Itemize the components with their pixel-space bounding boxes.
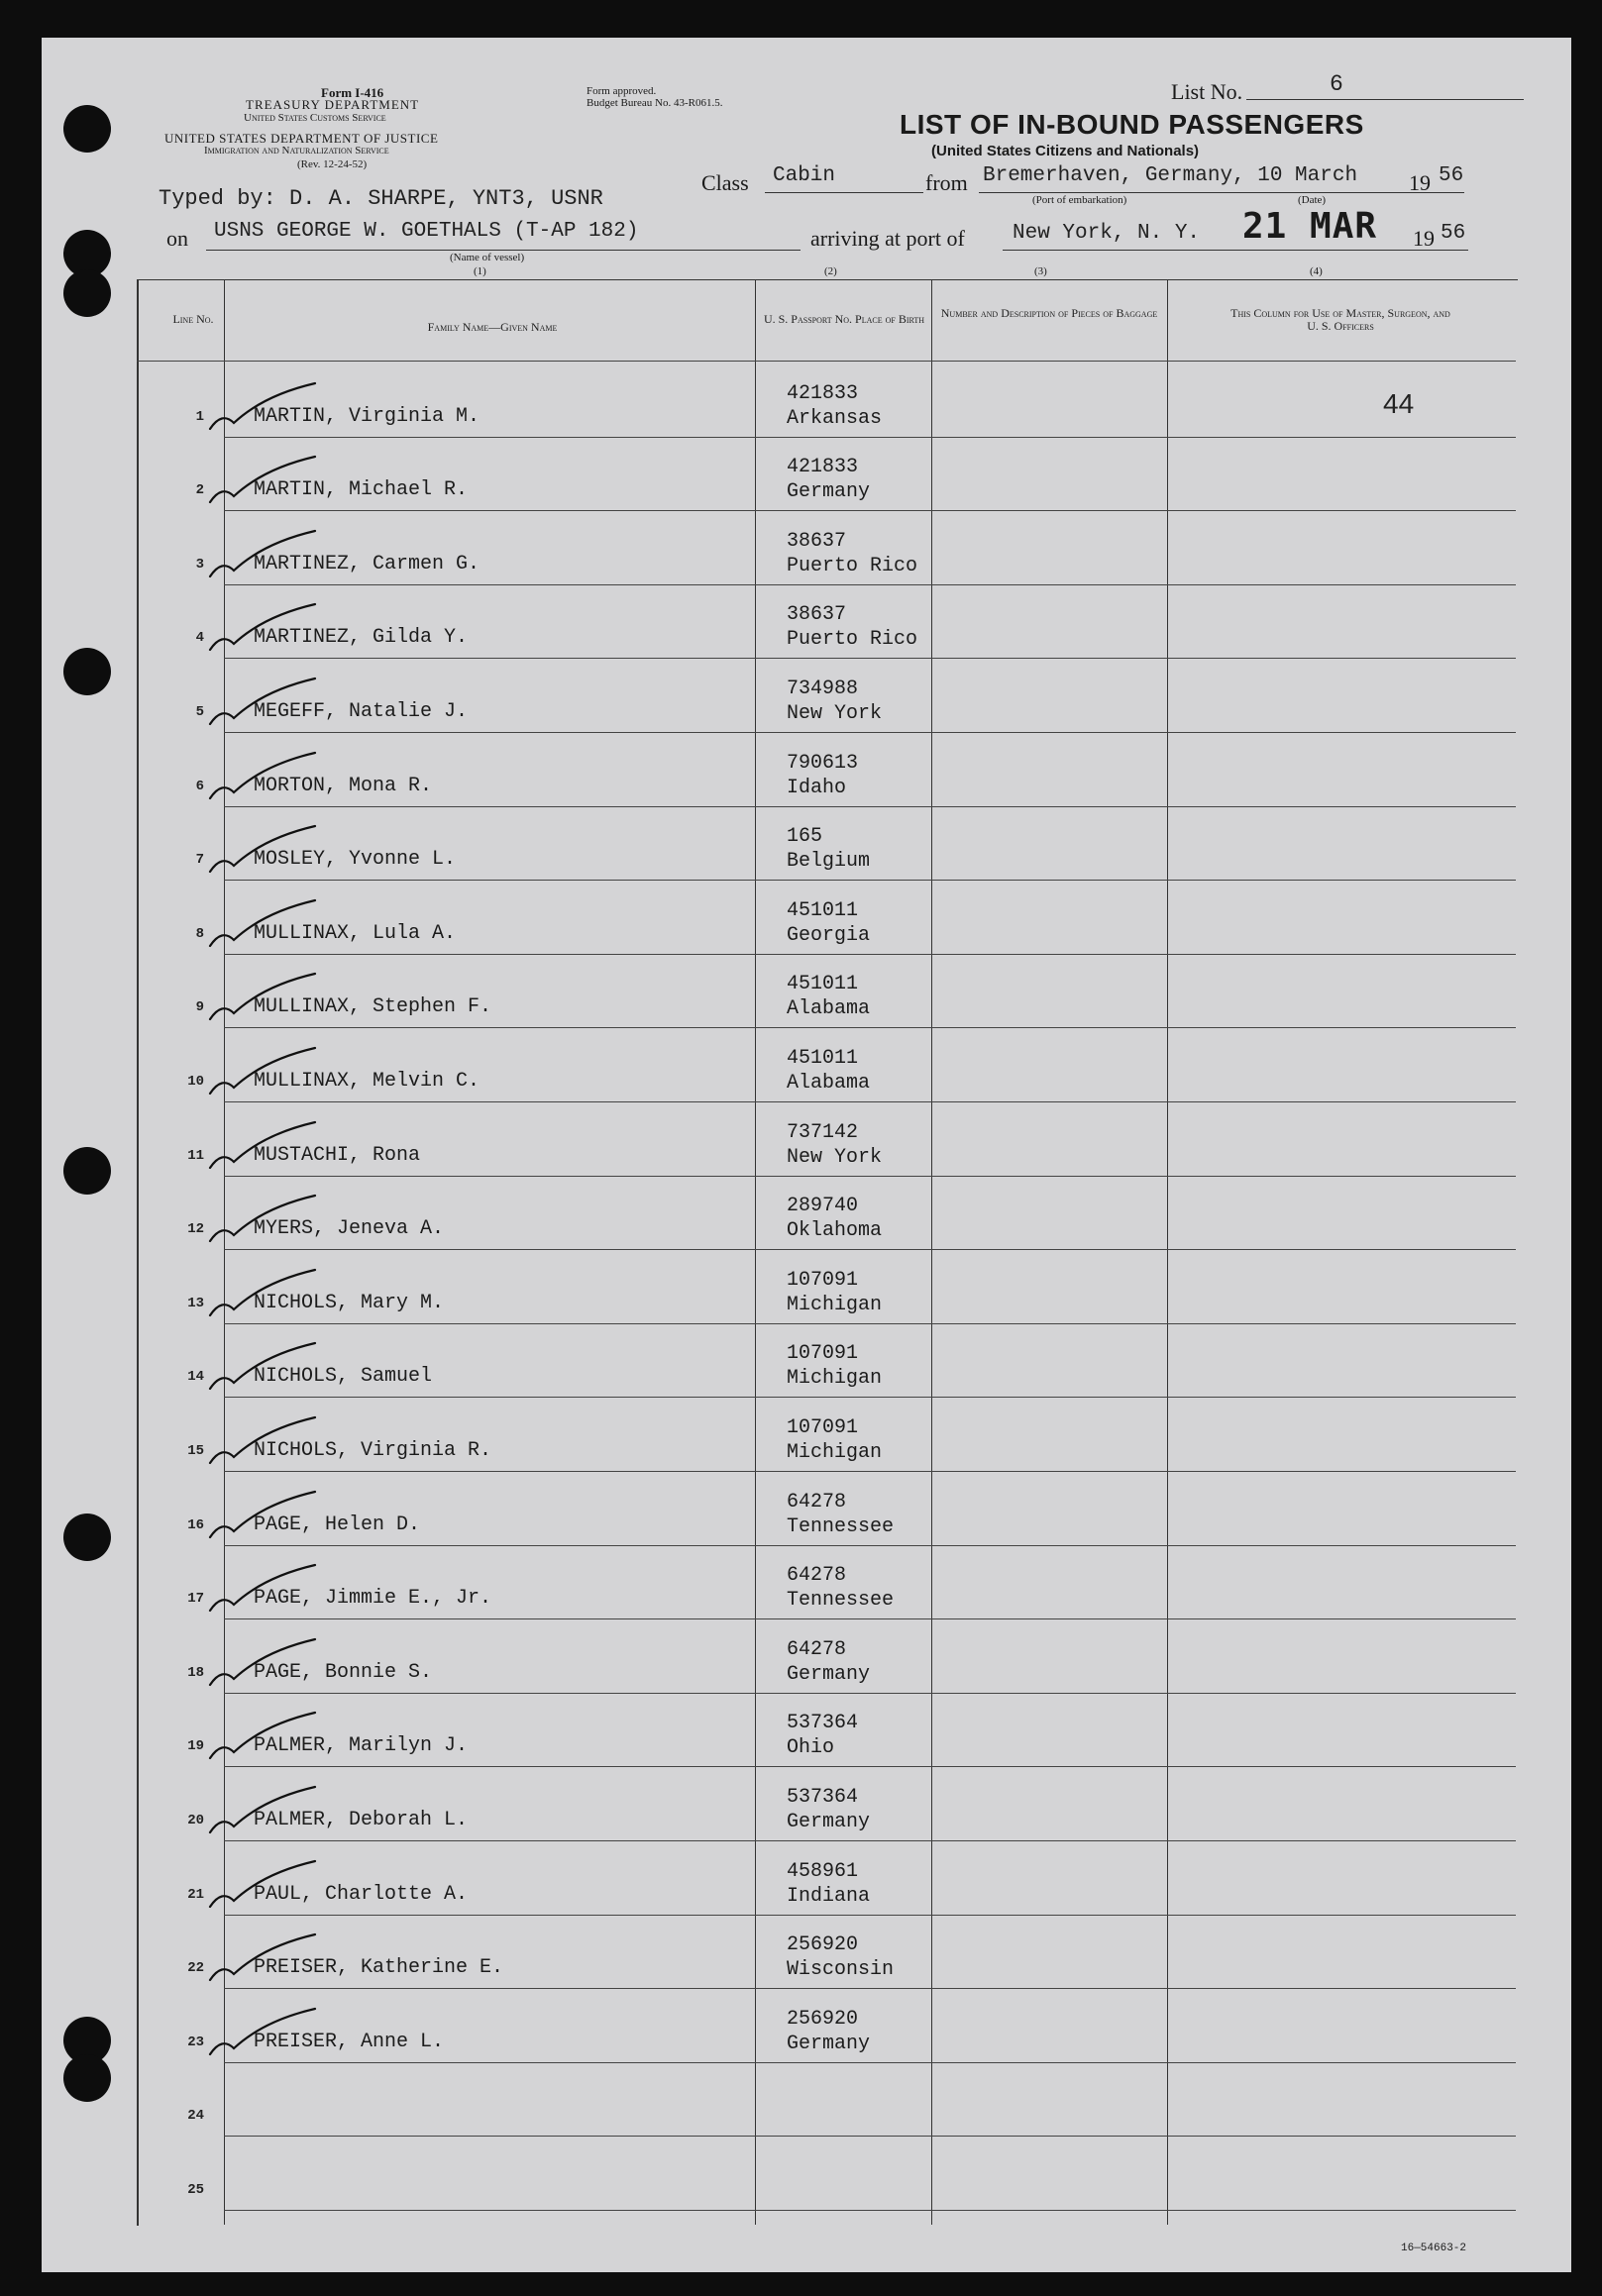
row-line-number: 9: [195, 999, 204, 1016]
passenger-name: PAUL, Charlotte A.: [254, 1882, 469, 1906]
passenger-name: PAGE, Helen D.: [254, 1513, 421, 1536]
passport-number: 451011: [787, 898, 859, 922]
row-line-number: 14: [187, 1369, 204, 1386]
row-rule: [224, 437, 1516, 438]
row-rule: [224, 1915, 1516, 1916]
checkmark-icon: [204, 1411, 323, 1471]
row-rule: [224, 510, 1516, 511]
class-label: Class: [701, 170, 749, 195]
passport-number: 64278: [787, 1637, 847, 1661]
row-rule: [224, 1471, 1516, 1472]
passport-cell: [787, 1415, 882, 1465]
passport-number: 165: [787, 825, 823, 849]
document-subtitle: (United States Citizens and Nationals): [931, 143, 1200, 159]
col-head-line-no: Line No.: [172, 312, 214, 326]
passport-number: 64278: [787, 1564, 847, 1588]
passport-number: 289740: [787, 1195, 859, 1218]
checkmark-icon: [204, 2003, 323, 2062]
passport-number: 107091: [787, 1342, 859, 1366]
row-rule: [224, 1249, 1516, 1250]
checkmark-icon: [204, 820, 323, 880]
row-line-number: 24: [187, 2108, 204, 2125]
form-revision: (Rev. 12-24-52): [297, 158, 368, 170]
passenger-name: MULLINAX, Melvin C.: [254, 1070, 481, 1093]
row-rule: [224, 1323, 1516, 1324]
arrival-year-prefix: 19: [1413, 226, 1435, 251]
passport-cell: [787, 529, 917, 578]
row-rule: [224, 1027, 1516, 1028]
row-rule: [224, 584, 1516, 585]
row-line-number: 6: [195, 778, 204, 794]
row-rule: [224, 1840, 1516, 1841]
passport-cell: [787, 1120, 882, 1170]
passport-cell: [787, 677, 882, 726]
passport-cell: [787, 1046, 870, 1096]
row-rule: [224, 954, 1516, 955]
passenger-name: MUSTACHI, Rona: [254, 1143, 421, 1167]
passenger-name: PAGE, Bonnie S.: [254, 1660, 433, 1684]
passport-number: 38637: [787, 603, 847, 627]
row-rule: [224, 2062, 1516, 2063]
passport-cell: [787, 602, 917, 652]
col-head-baggage: Number and Description of Pieces of Baggage: [940, 306, 1158, 320]
passport-cell: [787, 1268, 882, 1317]
checkmark-icon: [204, 1190, 323, 1249]
row-rule: [224, 1545, 1516, 1546]
passport-cell: [787, 1932, 894, 1982]
col-4-caption: (4): [1310, 265, 1323, 277]
punch-hole: [63, 1147, 111, 1195]
class-value: Cabin: [773, 164, 836, 187]
row-line-number: 10: [187, 1074, 204, 1090]
place-of-birth: Ohio: [787, 1736, 835, 1760]
name-divider: [755, 279, 756, 2225]
checkmark-icon: [204, 451, 323, 510]
punch-hole: [63, 105, 111, 153]
place-of-birth: Tennessee: [787, 1514, 895, 1538]
place-of-birth: Michigan: [787, 1367, 883, 1391]
ins-service: Immigration and Naturalization Service: [204, 145, 389, 157]
vessel-underline: [206, 250, 801, 251]
row-line-number: 7: [195, 852, 204, 869]
port-embark-caption: (Port of embarkation): [1032, 194, 1127, 206]
treasury-dept: TREASURY DEPARTMENT: [246, 97, 420, 112]
passport-cell: [787, 1859, 870, 1909]
passport-number: 737142: [787, 1120, 859, 1144]
row-line-number: 4: [195, 630, 204, 647]
place-of-birth: Oklahoma: [787, 1219, 883, 1243]
embark-year: 56: [1439, 164, 1464, 187]
list-number-value: 6: [1330, 71, 1343, 97]
row-line-number: 1: [195, 408, 204, 425]
place-of-birth: Germany: [787, 2032, 871, 2055]
place-of-birth: Germany: [787, 480, 871, 504]
form-number: Form I-416: [321, 85, 384, 100]
vessel-caption: (Name of vessel): [450, 252, 525, 263]
passport-cell: [787, 898, 870, 948]
row-rule: [224, 1618, 1516, 1619]
passport-divider: [931, 279, 932, 2225]
row-line-number: 12: [187, 1221, 204, 1238]
passenger-name: MULLINAX, Lula A.: [254, 921, 457, 945]
passport-number: 64278: [787, 1490, 847, 1513]
arriving-label: arriving at port of: [810, 226, 965, 251]
passport-number: 421833: [787, 381, 859, 405]
passenger-name: PREISER, Katherine E.: [254, 1956, 504, 1980]
passport-cell: [787, 455, 870, 504]
place-of-birth: Tennessee: [787, 1589, 895, 1613]
passenger-name: PALMER, Marilyn J.: [254, 1734, 469, 1758]
passport-cell: [787, 1490, 894, 1539]
row-line-number: 5: [195, 704, 204, 720]
checkmark-icon: [204, 1116, 323, 1176]
checkmark-icon: [204, 1042, 323, 1101]
officer-tally: 44: [1383, 388, 1415, 419]
checkmark-icon: [204, 1633, 323, 1693]
checkmark-icon: [204, 1929, 323, 1988]
checkmark-icon: [204, 1264, 323, 1323]
passport-cell: [787, 2007, 870, 2056]
row-rule: [224, 1101, 1516, 1102]
row-line-number: 3: [195, 556, 204, 573]
passenger-name: MORTON, Mona R.: [254, 774, 433, 797]
col-head-passport: U. S. Passport No. Place of Birth: [763, 312, 925, 326]
passenger-name: NICHOLS, Mary M.: [254, 1291, 445, 1314]
from-label: from: [925, 170, 968, 195]
passenger-name: PALMER, Deborah L.: [254, 1809, 469, 1831]
on-label: on: [166, 226, 188, 251]
justice-dept: UNITED STATES DEPARTMENT OF JUSTICE: [164, 131, 439, 146]
checkmark-icon: [204, 1337, 323, 1397]
passport-number: 458961: [787, 1859, 859, 1883]
vessel-name: USNS GEORGE W. GOETHALS (T-AP 182): [214, 220, 639, 243]
col-head-officers: This Column for Use of Master, Surgeon, and U. S. Officers: [1230, 306, 1450, 333]
checkmark-icon: [204, 1855, 323, 1915]
customs-service: United States Customs Service: [244, 112, 386, 124]
passport-cell: [787, 972, 870, 1021]
punch-hole: [63, 269, 111, 317]
checkmark-icon: [204, 673, 323, 732]
row-rule: [224, 1693, 1516, 1694]
passenger-name: MARTINEZ, Gilda Y.: [254, 626, 469, 650]
passenger-name: PREISER, Anne L.: [254, 2030, 445, 2053]
passport-number: 451011: [787, 1047, 859, 1070]
header-row-rule: [137, 361, 1516, 362]
row-rule: [224, 806, 1516, 807]
punch-hole: [63, 1513, 111, 1561]
checkmark-icon: [204, 1781, 323, 1840]
passenger-name: NICHOLS, Samuel: [254, 1365, 433, 1389]
row-rule: [224, 1176, 1516, 1177]
place-of-birth: Idaho: [787, 776, 847, 799]
passenger-name: NICHOLS, Virginia R.: [254, 1439, 492, 1462]
row-line-number: 18: [187, 1664, 204, 1681]
row-rule: [224, 1397, 1516, 1398]
row-rule: [224, 658, 1516, 659]
place-of-birth: Indiana: [787, 1884, 871, 1908]
document-page: [42, 38, 1571, 2272]
passport-number: 38637: [787, 529, 847, 553]
checkmark-icon: [204, 1559, 323, 1618]
row-line-number: 25: [187, 2182, 204, 2198]
place-of-birth: Michigan: [787, 1293, 883, 1316]
row-rule: [224, 880, 1516, 881]
passport-cell: [787, 1637, 870, 1687]
embark-year-prefix: 19: [1409, 170, 1431, 195]
passport-number: 537364: [787, 1786, 859, 1809]
budget-bureau: Budget Bureau No. 43-R061.5.: [587, 97, 723, 109]
row-line-number: 2: [195, 482, 204, 499]
checkmark-icon: [204, 377, 323, 437]
place-of-birth: Arkansas: [787, 406, 883, 430]
baggage-divider: [1167, 279, 1168, 2225]
port-of-embarkation: Bremerhaven, Germany, 10 March: [983, 164, 1358, 187]
row-line-number: 15: [187, 1443, 204, 1459]
place-of-birth: New York: [787, 702, 883, 725]
place-of-birth: Germany: [787, 1811, 871, 1833]
place-of-birth: Puerto Rico: [787, 628, 918, 652]
row-line-number: 11: [187, 1147, 204, 1164]
row-rule: [224, 2136, 1516, 2137]
passenger-name: MOSLEY, Yvonne L.: [254, 848, 457, 872]
place-of-birth: Germany: [787, 1662, 871, 1686]
passenger-name: MARTINEZ, Carmen G.: [254, 552, 481, 575]
passenger-name: MULLINAX, Stephen F.: [254, 995, 492, 1019]
passport-cell: [787, 1194, 882, 1243]
row-line-number: 19: [187, 1738, 204, 1755]
punch-hole: [63, 648, 111, 695]
row-line-number: 22: [187, 1960, 204, 1977]
passport-cell: [787, 381, 882, 431]
col-3-caption: (3): [1034, 265, 1047, 277]
passport-cell: [787, 1711, 858, 1760]
place-of-birth: Alabama: [787, 1072, 871, 1095]
row-line-number: 13: [187, 1295, 204, 1311]
checkmark-icon: [204, 525, 323, 584]
passport-number: 537364: [787, 1712, 859, 1735]
from-underline: [979, 192, 1464, 193]
arrival-date-stamp: 21 MAR: [1242, 206, 1378, 247]
checkmark-icon: [204, 747, 323, 806]
arrival-port: New York, N. Y.: [1013, 222, 1201, 245]
checkmark-icon: [204, 1486, 323, 1545]
passport-cell: [787, 824, 870, 874]
arrival-year: 56: [1441, 222, 1466, 245]
row-rule: [224, 1988, 1516, 1989]
checkmark-icon: [204, 1707, 323, 1766]
form-approved: Form approved.: [587, 85, 657, 97]
passport-number: 734988: [787, 678, 859, 700]
passport-number: 107091: [787, 1268, 859, 1292]
passenger-name: MARTIN, Virginia M.: [254, 404, 481, 428]
passport-number: 107091: [787, 1416, 859, 1439]
place-of-birth: Wisconsin: [787, 1958, 895, 1982]
checkmark-icon: [204, 894, 323, 954]
place-of-birth: Michigan: [787, 1441, 883, 1464]
checkmark-icon: [204, 968, 323, 1027]
col-1-caption: (1): [474, 265, 486, 277]
date-caption: (Date): [1298, 194, 1327, 206]
place-of-birth: Georgia: [787, 923, 871, 947]
row-line-number: 17: [187, 1591, 204, 1608]
print-code: 16—54663-2: [1401, 2243, 1467, 2254]
passenger-name: MYERS, Jeneva A.: [254, 1217, 445, 1241]
passenger-name: PAGE, Jimmie E., Jr.: [254, 1587, 492, 1611]
row-line-number: 16: [187, 1516, 204, 1533]
row-line-number: 8: [195, 925, 204, 942]
passport-number: 256920: [787, 2007, 859, 2031]
place-of-birth: Puerto Rico: [787, 554, 918, 577]
col-head-name: Family Name—Given Name: [427, 320, 558, 334]
passport-cell: [787, 1785, 870, 1834]
document-title: LIST OF IN-BOUND PASSENGERS: [900, 109, 1364, 140]
passport-number: 421833: [787, 456, 859, 479]
list-number-underline: [1246, 99, 1524, 100]
passport-cell: [787, 1563, 894, 1613]
passport-number: 256920: [787, 1933, 859, 1957]
passport-cell: [787, 751, 858, 800]
row-line-number: 23: [187, 2034, 204, 2050]
passenger-name: MEGEFF, Natalie J.: [254, 700, 469, 723]
row-rule: [224, 732, 1516, 733]
place-of-birth: Alabama: [787, 997, 871, 1021]
passport-number: 451011: [787, 973, 859, 996]
place-of-birth: New York: [787, 1145, 883, 1169]
row-rule: [224, 1766, 1516, 1767]
row-line-number: 20: [187, 1813, 204, 1828]
row-rule: [224, 2210, 1516, 2211]
passport-cell: [787, 1341, 882, 1391]
passenger-name: MARTIN, Michael R.: [254, 478, 469, 502]
punch-hole: [63, 2054, 111, 2102]
row-line-number: 21: [187, 1886, 204, 1903]
list-number-label: List No.: [1171, 79, 1243, 104]
passport-number: 790613: [787, 751, 859, 775]
checkmark-icon: [204, 598, 323, 658]
arrival-underline: [1003, 250, 1468, 251]
place-of-birth: Belgium: [787, 850, 871, 874]
typed-by: Typed by: D. A. SHARPE, YNT3, USNR: [159, 186, 603, 211]
col-2-caption: (2): [824, 265, 837, 277]
class-underline: [765, 192, 923, 193]
